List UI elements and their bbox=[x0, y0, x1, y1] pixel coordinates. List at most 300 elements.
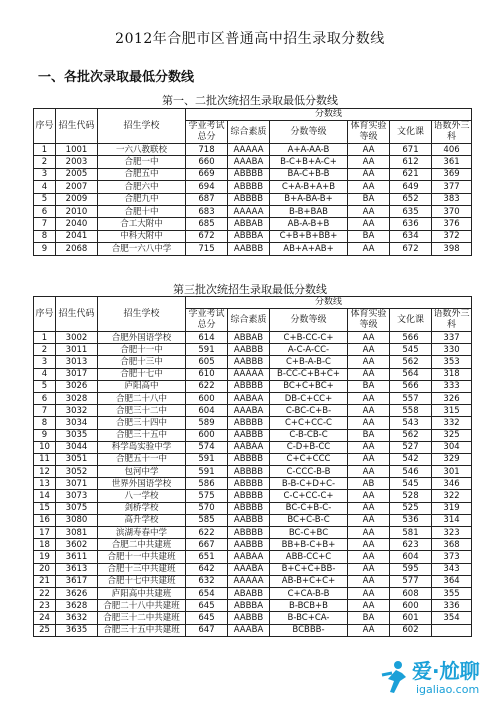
cell-code: 3080 bbox=[56, 514, 98, 526]
cell-total: 600 bbox=[186, 429, 228, 441]
cell-code: 1001 bbox=[56, 144, 98, 156]
cell-three bbox=[432, 624, 472, 636]
cell-grade: BA-C+B-B bbox=[270, 168, 348, 180]
cell-pe: AA bbox=[348, 356, 390, 368]
cell-three: 398 bbox=[432, 243, 472, 255]
cell-quality: AABBB bbox=[228, 612, 270, 624]
cell-pe: AA bbox=[348, 181, 390, 193]
cell-seq: 6 bbox=[34, 205, 56, 217]
cell-seq: 13 bbox=[34, 478, 56, 490]
cell-pe: AA bbox=[348, 453, 390, 465]
table-row bbox=[34, 168, 472, 180]
cell-quality: ABBBB bbox=[228, 466, 270, 478]
cell-seq: 11 bbox=[34, 453, 56, 465]
cell-culture: 601 bbox=[390, 612, 432, 624]
watermark-url: igaliao.com bbox=[416, 683, 480, 696]
table-row bbox=[34, 600, 472, 612]
cell-grade: C+CA-B-B bbox=[270, 587, 348, 599]
cell-pe: BA bbox=[348, 380, 390, 392]
table-row bbox=[34, 429, 472, 441]
table-row bbox=[34, 218, 472, 230]
cell-culture: 634 bbox=[390, 230, 432, 242]
table-row bbox=[34, 587, 472, 599]
cell-code: 3011 bbox=[56, 344, 98, 356]
cell-code: 3013 bbox=[56, 356, 98, 368]
cell-quality: AABBB bbox=[228, 429, 270, 441]
cell-culture: 671 bbox=[390, 144, 432, 156]
cell-school: 八一学校 bbox=[98, 490, 186, 502]
cell-pe: AA bbox=[348, 417, 390, 429]
cell-culture: 672 bbox=[390, 243, 432, 255]
cell-seq: 3 bbox=[34, 168, 56, 180]
cell-code: 3602 bbox=[56, 539, 98, 551]
cell-seq: 7 bbox=[34, 218, 56, 230]
cell-quality: AABAA bbox=[228, 551, 270, 563]
cell-school: 合肥二十八中共建班 bbox=[98, 600, 186, 612]
cell-quality: ABBAB bbox=[228, 332, 270, 344]
table-row bbox=[34, 181, 472, 193]
cell-school: 一六八教联校 bbox=[98, 144, 186, 156]
cell-school: 科学岛实验中学 bbox=[98, 441, 186, 453]
cell-pe: AA bbox=[348, 466, 390, 478]
cell-code: 2010 bbox=[56, 205, 98, 217]
cell-pe: AA bbox=[348, 243, 390, 255]
header-three: 语数外三科 bbox=[432, 121, 472, 144]
cell-culture: 528 bbox=[390, 490, 432, 502]
cell-code: 2005 bbox=[56, 168, 98, 180]
cell-three: 337 bbox=[432, 332, 472, 344]
cell-code: 3051 bbox=[56, 453, 98, 465]
cell-school: 合工大附中 bbox=[98, 218, 186, 230]
cell-grade: B-BCB+B bbox=[270, 600, 348, 612]
cell-code: 3617 bbox=[56, 575, 98, 587]
cell-grade: C-C+CC-C+ bbox=[270, 490, 348, 502]
cell-three: 361 bbox=[432, 156, 472, 168]
cell-three: 343 bbox=[432, 563, 472, 575]
cell-quality: AABAA bbox=[228, 392, 270, 404]
cell-total: 591 bbox=[186, 344, 228, 356]
header-total: 学业考试总分 bbox=[186, 121, 228, 144]
table-row bbox=[34, 551, 472, 563]
cell-total: 574 bbox=[186, 441, 228, 453]
table-row bbox=[34, 380, 472, 392]
cell-code: 3032 bbox=[56, 405, 98, 417]
cell-school: 合肥一六八中学 bbox=[98, 243, 186, 255]
cell-grade: C-CCC-B-B bbox=[270, 466, 348, 478]
cell-culture: 557 bbox=[390, 392, 432, 404]
cell-code: 2040 bbox=[56, 218, 98, 230]
cell-code: 3081 bbox=[56, 527, 98, 539]
cell-school: 庐阳高中共建班 bbox=[98, 587, 186, 599]
cell-seq: 14 bbox=[34, 490, 56, 502]
cell-grade: AB-B+C+C+ bbox=[270, 575, 348, 587]
cell-seq: 2 bbox=[34, 344, 56, 356]
cell-three: 353 bbox=[432, 356, 472, 368]
header-group: 分数线 bbox=[186, 297, 472, 309]
cell-quality: ABBBB bbox=[228, 527, 270, 539]
cell-code: 2068 bbox=[56, 243, 98, 255]
cell-school: 合肥一中 bbox=[98, 156, 186, 168]
cell-grade: BC+C-B-C bbox=[270, 514, 348, 526]
cell-quality: AAAAA bbox=[228, 575, 270, 587]
cell-culture: 581 bbox=[390, 527, 432, 539]
cell-seq: 4 bbox=[34, 368, 56, 380]
cell-quality: AABBB bbox=[228, 344, 270, 356]
cell-three: 330 bbox=[432, 344, 472, 356]
cell-total: 645 bbox=[186, 600, 228, 612]
table-row bbox=[34, 502, 472, 514]
cell-culture: 652 bbox=[390, 193, 432, 205]
cell-quality: ABBBB bbox=[228, 380, 270, 392]
cell-three: 355 bbox=[432, 587, 472, 599]
cell-total: 715 bbox=[186, 243, 228, 255]
cell-quality: AAAAA bbox=[228, 205, 270, 217]
cell-school: 合肥六中 bbox=[98, 181, 186, 193]
cell-total: 669 bbox=[186, 168, 228, 180]
cell-code: 3611 bbox=[56, 551, 98, 563]
cell-grade: C+B-CC-C+ bbox=[270, 332, 348, 344]
cell-grade: B+A-BA-B+ bbox=[270, 193, 348, 205]
cell-grade: C+C+CCC bbox=[270, 453, 348, 465]
cell-code: 3628 bbox=[56, 600, 98, 612]
cell-seq: 16 bbox=[34, 514, 56, 526]
cell-seq: 9 bbox=[34, 429, 56, 441]
table-row bbox=[34, 156, 472, 168]
cell-code: 2007 bbox=[56, 181, 98, 193]
header-grade: 分数等级 bbox=[270, 309, 348, 332]
cell-school: 合肥十七中 bbox=[98, 368, 186, 380]
cell-pe: AA bbox=[348, 575, 390, 587]
cell-three: 315 bbox=[432, 405, 472, 417]
cell-total: 604 bbox=[186, 405, 228, 417]
cell-pe: AA bbox=[348, 344, 390, 356]
cell-culture: 543 bbox=[390, 417, 432, 429]
cell-total: 575 bbox=[186, 490, 228, 502]
cell-school: 合肥外国语学校 bbox=[98, 332, 186, 344]
cell-pe: BA bbox=[348, 193, 390, 205]
cell-total: 585 bbox=[186, 514, 228, 526]
cell-pe: BA bbox=[348, 429, 390, 441]
cell-quality: AABBB bbox=[228, 514, 270, 526]
cell-three: 314 bbox=[432, 514, 472, 526]
table-row bbox=[34, 417, 472, 429]
cell-seq: 21 bbox=[34, 575, 56, 587]
cell-quality: AAABA bbox=[228, 156, 270, 168]
cell-seq: 5 bbox=[34, 193, 56, 205]
table-row bbox=[34, 539, 472, 551]
header-three: 语数外三科 bbox=[432, 309, 472, 332]
cell-grade: BC+C+BC+ bbox=[270, 380, 348, 392]
header-school: 招生学校 bbox=[98, 109, 186, 144]
cell-school: 滨湖寿春中学 bbox=[98, 527, 186, 539]
cell-grade: AB-A-B+B bbox=[270, 218, 348, 230]
cell-quality: AAABA bbox=[228, 624, 270, 636]
header-grade: 分数等级 bbox=[270, 121, 348, 144]
cell-grade: C-B-CB-C bbox=[270, 429, 348, 441]
cell-three: 332 bbox=[432, 417, 472, 429]
cell-grade: C+C+CC-C bbox=[270, 417, 348, 429]
cell-pe: AA bbox=[348, 368, 390, 380]
cell-three: 373 bbox=[432, 551, 472, 563]
cell-quality: ABBBB bbox=[228, 417, 270, 429]
table-row bbox=[34, 453, 472, 465]
header-quality: 综合素质 bbox=[228, 121, 270, 144]
cell-three: 377 bbox=[432, 181, 472, 193]
cell-total: 632 bbox=[186, 575, 228, 587]
table-row bbox=[34, 356, 472, 368]
cell-culture: 527 bbox=[390, 441, 432, 453]
cell-grade: C-BC-C+B- bbox=[270, 405, 348, 417]
cell-code: 3052 bbox=[56, 466, 98, 478]
cell-quality: ABABB bbox=[228, 587, 270, 599]
runner-logo-icon bbox=[378, 659, 410, 695]
header-culture: 文化课 bbox=[390, 309, 432, 332]
cell-seq: 8 bbox=[34, 417, 56, 429]
cell-school: 庐阳高中 bbox=[98, 380, 186, 392]
cell-culture: 562 bbox=[390, 429, 432, 441]
cell-code: 3017 bbox=[56, 368, 98, 380]
cell-grade: B-C+B+A-C+ bbox=[270, 156, 348, 168]
cell-code: 3071 bbox=[56, 478, 98, 490]
cell-seq: 7 bbox=[34, 405, 56, 417]
cell-grade: C+A-B+A+B bbox=[270, 181, 348, 193]
cell-grade: C+B-A-B-C bbox=[270, 356, 348, 368]
cell-total: 718 bbox=[186, 144, 228, 156]
table1-body bbox=[34, 144, 472, 256]
cell-grade: BC-C+B-C- bbox=[270, 502, 348, 514]
cell-school: 合肥五中 bbox=[98, 168, 186, 180]
cell-three: 383 bbox=[432, 193, 472, 205]
cell-quality: ABBBA bbox=[228, 600, 270, 612]
cell-culture: 621 bbox=[390, 168, 432, 180]
cell-seq: 9 bbox=[34, 243, 56, 255]
cell-seq: 22 bbox=[34, 587, 56, 599]
table-row bbox=[34, 230, 472, 242]
cell-culture: 623 bbox=[390, 539, 432, 551]
table-row bbox=[34, 368, 472, 380]
cell-culture: 600 bbox=[390, 600, 432, 612]
cell-culture: 562 bbox=[390, 356, 432, 368]
watermark bbox=[374, 653, 494, 703]
cell-culture: 577 bbox=[390, 575, 432, 587]
cell-school: 合肥九中 bbox=[98, 193, 186, 205]
cell-school: 高升学校 bbox=[98, 514, 186, 526]
cell-quality: AABAA bbox=[228, 441, 270, 453]
cell-school: 世界外国语学校 bbox=[98, 478, 186, 490]
cell-seq: 3 bbox=[34, 356, 56, 368]
table1-caption: 第一、二批次统招生录取最低分数线 bbox=[162, 94, 338, 107]
cell-seq: 6 bbox=[34, 392, 56, 404]
cell-school: 合肥三十四中 bbox=[98, 417, 186, 429]
cell-school: 包河中学 bbox=[98, 466, 186, 478]
table-row bbox=[34, 332, 472, 344]
cell-pe: AA bbox=[348, 144, 390, 156]
cell-school: 合肥十一中共建班 bbox=[98, 551, 186, 563]
cell-quality: ABBBB bbox=[228, 168, 270, 180]
section-heading: 一、各批次录取最低分数线 bbox=[38, 70, 195, 85]
cell-quality: AAABA bbox=[228, 405, 270, 417]
cell-pe: AA bbox=[348, 156, 390, 168]
cell-culture: 635 bbox=[390, 205, 432, 217]
header-seq: 序号 bbox=[34, 297, 56, 332]
cell-culture: 636 bbox=[390, 218, 432, 230]
table-row bbox=[34, 193, 472, 205]
cell-pe: AA bbox=[348, 563, 390, 575]
cell-three: 372 bbox=[432, 230, 472, 242]
cell-code: 3075 bbox=[56, 502, 98, 514]
cell-culture: 649 bbox=[390, 181, 432, 193]
cell-total: 694 bbox=[186, 181, 228, 193]
cell-three: 346 bbox=[432, 478, 472, 490]
cell-culture: 545 bbox=[390, 478, 432, 490]
cell-code: 3035 bbox=[56, 429, 98, 441]
cell-seq: 4 bbox=[34, 181, 56, 193]
cell-school: 合肥十三中 bbox=[98, 356, 186, 368]
cell-total: 685 bbox=[186, 218, 228, 230]
cell-grade: ABB-CC+C bbox=[270, 551, 348, 563]
cell-three: 369 bbox=[432, 168, 472, 180]
cell-culture: 595 bbox=[390, 563, 432, 575]
cell-total: 642 bbox=[186, 563, 228, 575]
header-group: 分数线 bbox=[186, 109, 472, 121]
cell-seq: 18 bbox=[34, 539, 56, 551]
cell-quality: ABBAB bbox=[228, 218, 270, 230]
cell-code: 3026 bbox=[56, 380, 98, 392]
cell-total: 622 bbox=[186, 380, 228, 392]
cell-three: 301 bbox=[432, 466, 472, 478]
cell-code: 3034 bbox=[56, 417, 98, 429]
cell-code: 3626 bbox=[56, 587, 98, 599]
cell-total: 614 bbox=[186, 332, 228, 344]
cell-seq: 20 bbox=[34, 563, 56, 575]
cell-grade: BCBBB- bbox=[270, 624, 348, 636]
cell-school: 合肥五十一中 bbox=[98, 453, 186, 465]
cell-total: 610 bbox=[186, 368, 228, 380]
cell-total: 647 bbox=[186, 624, 228, 636]
cell-code: 3028 bbox=[56, 392, 98, 404]
cell-three: 406 bbox=[432, 144, 472, 156]
cell-pe: BA bbox=[348, 612, 390, 624]
cell-quality: AAAAA bbox=[228, 144, 270, 156]
cell-quality: AABBB bbox=[228, 243, 270, 255]
cell-seq: 5 bbox=[34, 380, 56, 392]
cell-seq: 8 bbox=[34, 230, 56, 242]
cell-pe: AA bbox=[348, 392, 390, 404]
cell-code: 3044 bbox=[56, 441, 98, 453]
cell-total: 605 bbox=[186, 356, 228, 368]
cell-pe: AA bbox=[348, 441, 390, 453]
cell-grade: B-CC-C+B+C+ bbox=[270, 368, 348, 380]
cell-seq: 1 bbox=[34, 144, 56, 156]
table2-caption: 第三批次统招生录取最低分数线 bbox=[173, 283, 327, 296]
cell-school: 合肥三十二中 bbox=[98, 405, 186, 417]
header-code: 招生代码 bbox=[56, 297, 98, 332]
cell-school: 合肥三十二中共建班 bbox=[98, 612, 186, 624]
cell-seq: 10 bbox=[34, 441, 56, 453]
cell-total: 645 bbox=[186, 612, 228, 624]
cell-seq: 25 bbox=[34, 624, 56, 636]
table-row bbox=[34, 344, 472, 356]
table2-body bbox=[34, 332, 472, 637]
table-row bbox=[34, 563, 472, 575]
header-pe: 体育实验等级 bbox=[348, 121, 390, 144]
cell-grade: B+C+C+BB- bbox=[270, 563, 348, 575]
cell-pe: AA bbox=[348, 587, 390, 599]
cell-pe: AA bbox=[348, 332, 390, 344]
cell-pe: BA bbox=[348, 230, 390, 242]
cell-school: 合肥三十五中 bbox=[98, 429, 186, 441]
cell-culture: 612 bbox=[390, 156, 432, 168]
cell-quality: AAAAA bbox=[228, 368, 270, 380]
cell-pe: AA bbox=[348, 514, 390, 526]
cell-code: 3073 bbox=[56, 490, 98, 502]
cell-school: 合肥二中共建班 bbox=[98, 539, 186, 551]
cell-pe: AA bbox=[348, 624, 390, 636]
cell-pe: AA bbox=[348, 539, 390, 551]
cell-school: 合肥十七中共建班 bbox=[98, 575, 186, 587]
cell-quality: ABBBB bbox=[228, 478, 270, 490]
cell-seq: 19 bbox=[34, 551, 56, 563]
header-pe: 体育实验等级 bbox=[348, 309, 390, 332]
cell-seq: 12 bbox=[34, 466, 56, 478]
cell-three: 376 bbox=[432, 218, 472, 230]
header-school: 招生学校 bbox=[98, 297, 186, 332]
cell-three: 354 bbox=[432, 612, 472, 624]
cell-pe: AA bbox=[348, 205, 390, 217]
table-row bbox=[34, 205, 472, 217]
header-code: 招生代码 bbox=[56, 109, 98, 144]
table-row bbox=[34, 575, 472, 587]
cell-code: 3002 bbox=[56, 332, 98, 344]
cell-three: 318 bbox=[432, 368, 472, 380]
cell-culture: 608 bbox=[390, 587, 432, 599]
header-culture: 文化课 bbox=[390, 121, 432, 144]
table-row bbox=[34, 392, 472, 404]
cell-grade: DB-C+CC+ bbox=[270, 392, 348, 404]
header-quality: 综合素质 bbox=[228, 309, 270, 332]
cell-grade: BB+B-C+B+ bbox=[270, 539, 348, 551]
cell-quality: ABBBB bbox=[228, 490, 270, 502]
cell-code: 2003 bbox=[56, 156, 98, 168]
cell-total: 651 bbox=[186, 551, 228, 563]
cell-seq: 23 bbox=[34, 600, 56, 612]
cell-total: 683 bbox=[186, 205, 228, 217]
table-row bbox=[34, 243, 472, 255]
cell-quality: AAABA bbox=[228, 563, 270, 575]
cell-grade: A-C-A-CC- bbox=[270, 344, 348, 356]
cell-total: 660 bbox=[186, 156, 228, 168]
cell-seq: 17 bbox=[34, 527, 56, 539]
cell-code: 3613 bbox=[56, 563, 98, 575]
cell-school: 合肥十一中 bbox=[98, 344, 186, 356]
cell-code: 2041 bbox=[56, 230, 98, 242]
cell-three: 370 bbox=[432, 205, 472, 217]
page-title: 2012年合肥市区普通高中招生录取分数线 bbox=[115, 31, 385, 47]
watermark-text: 爱·尬聊 bbox=[412, 659, 480, 683]
cell-three: 326 bbox=[432, 392, 472, 404]
cell-total: 667 bbox=[186, 539, 228, 551]
table-row bbox=[34, 527, 472, 539]
cell-quality: AABBB bbox=[228, 539, 270, 551]
cell-total: 586 bbox=[186, 478, 228, 490]
cell-three: 322 bbox=[432, 490, 472, 502]
cell-total: 591 bbox=[186, 453, 228, 465]
cell-seq: 15 bbox=[34, 502, 56, 514]
cell-culture: 566 bbox=[390, 380, 432, 392]
cell-three: 368 bbox=[432, 539, 472, 551]
table-row bbox=[34, 441, 472, 453]
cell-three: 329 bbox=[432, 453, 472, 465]
